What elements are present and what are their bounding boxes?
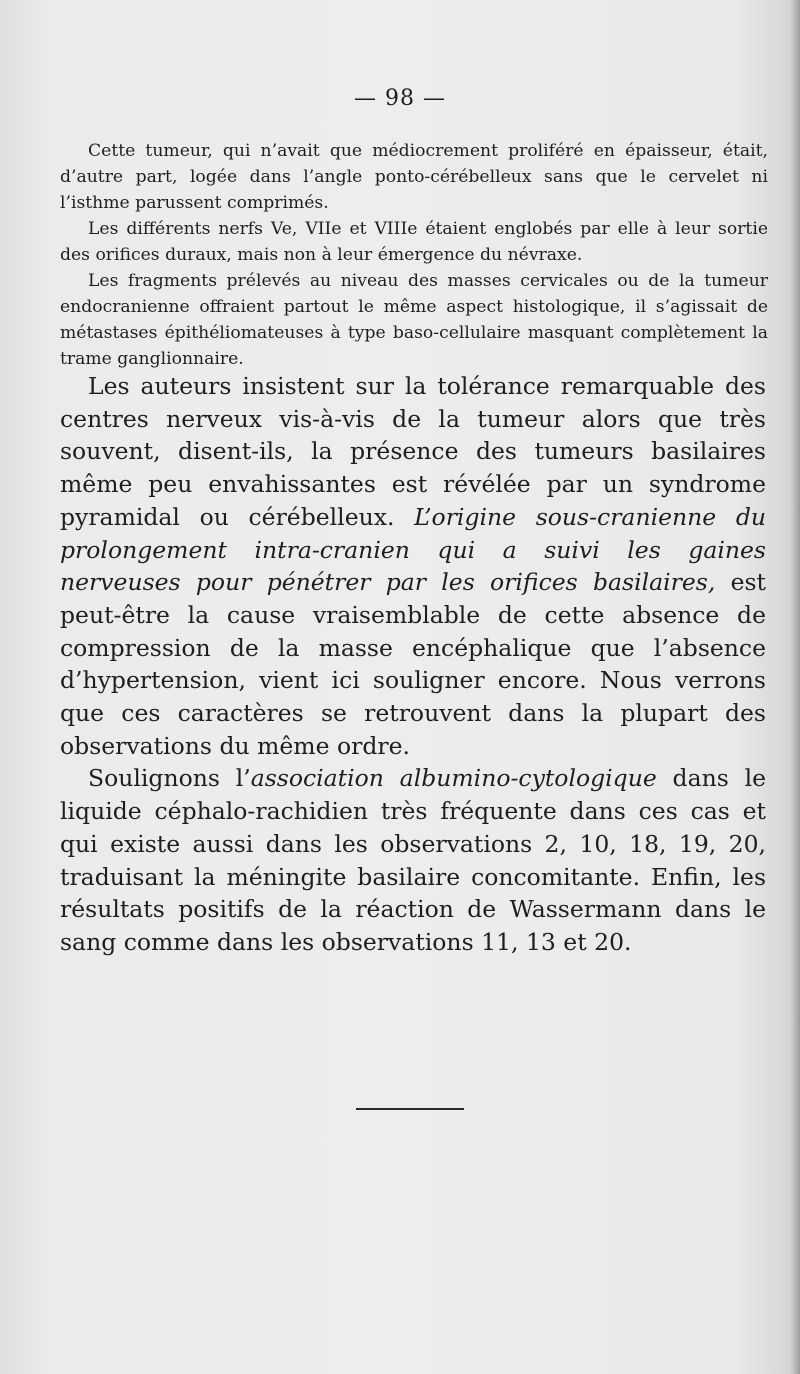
small-print-section (60, 138, 768, 372)
paragraph-1-text-start: Les auteurs insistent sur la tolérance remarquable des centres nerveux vis-à-vis de la tumeur alors que très souvent, disent-ils, la présence des tumeurs basilaires même peu envahissantes est révélée par un syndrome pyramidal ou cérébelleux. (60, 372, 766, 531)
paragraph-2-italic-phrase: association albumino-cytologique (250, 764, 657, 793)
small-paragraph-2: Les différents nerfs Ve, VIIe et VIIIe étaient englobés par elle à leur sortie des orifices duraux, mais non à leur émergence du névraxe. (60, 219, 768, 265)
small-paragraph-1: Cette tumeur, qui n’avait que médiocrement proliféré en épaisseur, était, d’autre part, logée dans l’angle ponto-cérébelleux sans que le cervelet ni l’isthme parussent comprimés. (60, 141, 768, 213)
section-end-rule (356, 1108, 464, 1110)
main-text-section (60, 370, 766, 959)
paragraph-2-text-end: dans le liquide céphalo-rachidien très fréquente dans ces cas et qui existe aussi dans les observations 2, 10, 18, 19, 20, traduisant la méningite basilaire concomitante. Enfin, les résultats positifs de la réaction de Wassermann dans le sang comme dans les observations 11, 13 et 20. (60, 764, 766, 956)
paragraph-1-italic-phrase: L’origine sous-cranienne du prolongement intra-cranien qui a suivi les gaines nerveuses pour pénétrer par les orifices basilaires, (60, 502, 766, 597)
main-paragraph-1 (60, 370, 766, 762)
page-edge-shadow (790, 0, 800, 1374)
small-paragraph-3: Les fragments prélevés au niveau des masses cervicales ou de la tumeur endocranienne offraient partout le même aspect histologique, il s’agissait de métastases épithéliomateuses à type baso-cellulaire masquant complètement la trame ganglionnaire. (60, 271, 768, 369)
page-number: — 98 — (354, 86, 446, 111)
paragraph-2-text-start: Soulignons l’ (88, 764, 251, 793)
paragraph-1-text-end: est peut-être la cause vraisemblable de cette absence de compression de la masse encéphalique que l’absence d’hypertension, vient ici souligner encore. Nous verrons que ces caractères se retrouvent dans la plupart des observations du même ordre. (60, 568, 766, 760)
main-paragraph-2 (60, 762, 766, 958)
